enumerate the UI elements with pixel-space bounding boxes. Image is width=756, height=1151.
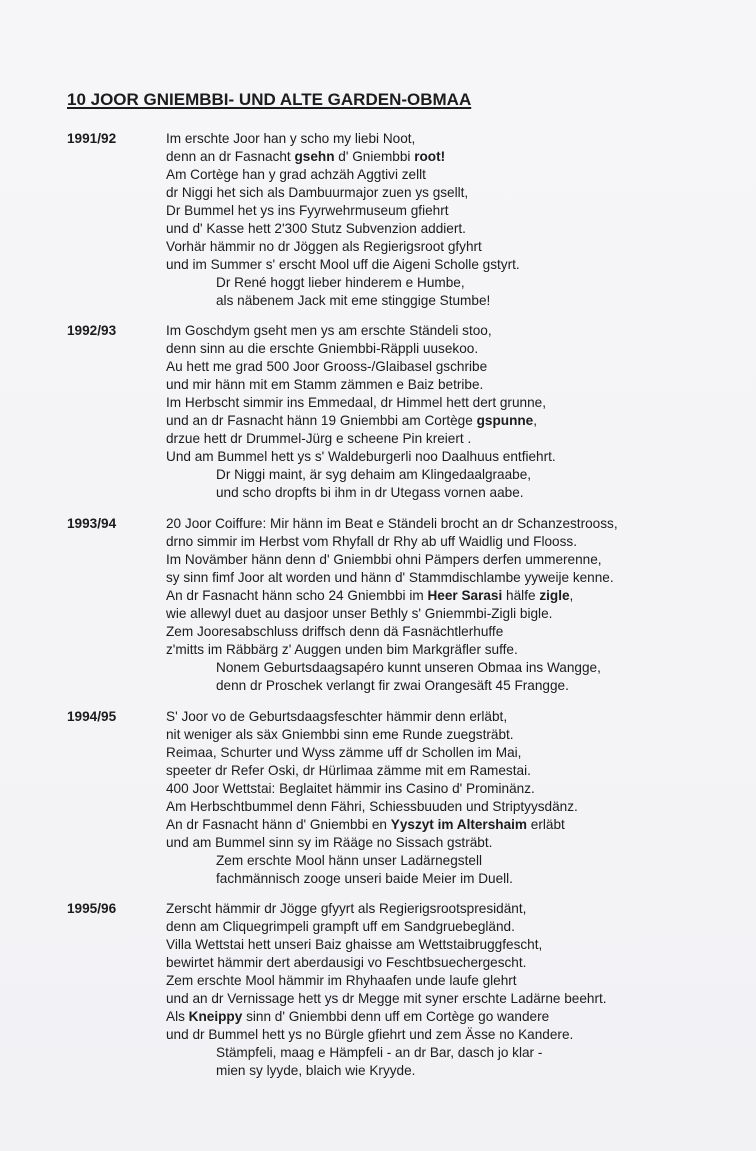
section-verse	[166, 130, 751, 310]
verse-line	[166, 394, 751, 412]
verse-line	[166, 340, 751, 358]
verse-line	[166, 376, 751, 394]
text-run: und dr Bummel hett ys no Bürgle gfiehrt und zem Ässe no Kandere.	[166, 1027, 574, 1042]
verse-line	[166, 816, 751, 834]
section-year: 1993/94	[67, 516, 117, 531]
verse-line	[166, 708, 751, 726]
verse-line	[166, 256, 751, 274]
text-run: ,	[569, 588, 574, 603]
text-run: denn am Cliquegrimpeli grampft uff em Sandgruebegländ.	[166, 919, 515, 934]
text-run: Au hett me grad 500 Joor Grooss-/Glaibasel gschribe	[166, 359, 488, 374]
text-run: Im Novämber hänn denn d' Gniembbi ohni Pämpers derfen ummerenne,	[166, 552, 602, 567]
text-run: denn an dr Fasnacht	[166, 149, 295, 164]
text-run: als näbenem Jack mit eme stinggige Stumbe!	[216, 293, 491, 308]
text-run: Dr Niggi maint, är syg dehaim am Klingedaalgraabe,	[216, 467, 532, 482]
text-run: Am Herbschtbummel denn Fähri, Schiessbuuden und Striptyysdänz.	[166, 799, 578, 814]
verse-line	[166, 533, 751, 551]
verse-line	[166, 726, 751, 744]
section-year: 1991/92	[67, 131, 117, 146]
text-run: und d' Kasse hett 2'300 Stutz Subvenzion addiert.	[166, 221, 466, 236]
text-run: und mir hänn mit em Stamm zämmen e Baiz betribe.	[166, 377, 484, 392]
section-year: 1995/96	[67, 901, 117, 916]
verse-line	[166, 551, 751, 569]
verse-line	[166, 852, 751, 870]
verse-line	[166, 238, 751, 256]
text-run: An dr Fasnacht hänn d' Gniembbi en	[166, 817, 391, 832]
bold-phrase: Kneippy	[188, 1009, 243, 1024]
bold-phrase: zigle	[539, 588, 570, 603]
text-run: nit weniger als säx Gniembbi sinn eme Runde zuegsträbt.	[166, 727, 514, 742]
verse-line	[166, 184, 751, 202]
text-run: Als	[166, 1009, 189, 1024]
text-run: erläbt	[527, 817, 565, 832]
verse-line	[166, 605, 751, 623]
verse-line	[166, 744, 751, 762]
bold-phrase: root!	[414, 149, 446, 164]
text-run: sy sinn fimf Joor alt worden und hänn d' Stammdischlambe yyweije kenne.	[166, 570, 614, 585]
verse-line	[166, 515, 751, 533]
text-run: Villa Wettstai hett unseri Baiz ghaisse am Wettstaibruggfescht,	[166, 937, 543, 952]
verse-line	[166, 1008, 751, 1026]
text-run: 400 Joor Wettstai: Beglaitet hämmir ins Casino d' Prominänz.	[166, 781, 535, 796]
text-run: d' Gniembbi	[334, 149, 415, 164]
verse-line	[166, 677, 751, 695]
text-run: Und am Bummel hett ys s' Waldeburgerli noo Daalhuus entfiehrt.	[166, 449, 556, 464]
verse-line	[166, 412, 751, 430]
text-run: An dr Fasnacht hänn scho 24 Gniembbi im	[166, 588, 428, 603]
verse-line	[166, 870, 751, 888]
text-run: ,	[533, 413, 538, 428]
verse-line	[166, 623, 751, 641]
verse-line	[166, 780, 751, 798]
text-run: 20 Joor Coiffure: Mir hänn im Beat e Ständeli brocht an dr Schanzestrooss,	[166, 516, 618, 531]
text-run: denn sinn au die erschte Gniembbi-Räppli uusekoo.	[166, 341, 479, 356]
text-run: Dr Bummel het ys ins Fyyrwehrmuseum gfiehrt	[166, 203, 449, 218]
text-run: und am Bummel sinn sy im Rääge no Sissach gsträbt.	[166, 835, 493, 850]
document-title: 10 JOOR GNIEMBBI- UND ALTE GARDEN-OBMAA	[67, 90, 472, 109]
verse-line	[166, 1044, 751, 1062]
verse-line	[166, 292, 751, 310]
verse-line	[166, 448, 751, 466]
text-run: Vorhär hämmir no dr Jöggen als Regierigsroot gfyhrt	[166, 239, 482, 254]
text-run: Reimaa, Schurter und Wyss zämme uff dr Schollen im Mai,	[166, 745, 522, 760]
verse-line	[166, 466, 751, 484]
verse-line	[166, 972, 751, 990]
section-verse	[166, 322, 751, 502]
verse-line	[166, 762, 751, 780]
text-run: Stämpfeli, maag e Hämpfeli - an dr Bar, dasch jo klar -	[216, 1045, 543, 1060]
text-run: Im Herbscht simmir ins Emmedaal, dr Himmel hett dert grunne,	[166, 395, 546, 410]
text-run: Im erschte Joor han y scho my liebi Noot,	[166, 131, 416, 146]
verse-line	[166, 798, 751, 816]
text-run: Dr René hoggt lieber hinderem e Humbe,	[216, 275, 465, 290]
section-verse	[166, 708, 751, 888]
text-run: bewirtet hämmir dert aberdausigi vo Feschtbsuechergescht.	[166, 955, 527, 970]
verse-line	[166, 148, 751, 166]
verse-line	[166, 641, 751, 659]
verse-line	[166, 569, 751, 587]
section-year: 1992/93	[67, 323, 117, 338]
bold-phrase: Yyszyt im Altershaim	[390, 817, 528, 832]
text-run: dr Niggi het sich als Dambuurmajor zuen ys gsellt,	[166, 185, 469, 200]
text-run: hälfe	[502, 588, 540, 603]
verse-line	[166, 1062, 751, 1080]
text-run: und scho dropfts bi ihm in dr Utegass vornen aabe.	[216, 485, 524, 500]
verse-line	[166, 220, 751, 238]
text-run: drzue hett dr Drummel-Jürg e scheene Pin kreiert .	[166, 431, 472, 446]
verse-line	[166, 130, 751, 148]
text-run: und an dr Fasnacht hänn 19 Gniembbi am Cortège	[166, 413, 477, 428]
bold-phrase: Heer Sarasi	[427, 588, 503, 603]
bold-phrase: gsehn	[294, 149, 335, 164]
verse-line	[166, 202, 751, 220]
text-run: und im Summer s' erscht Mool uff die Aigeni Scholle gstyrt.	[166, 257, 520, 272]
verse-line	[166, 166, 751, 184]
section-verse	[166, 515, 751, 695]
text-run: z'mitts im Räbbärg z' Auggen unden bim Markgräfler suffe.	[166, 642, 518, 657]
text-run: sinn d' Gniembbi denn uff em Cortège go wandere	[242, 1009, 550, 1024]
verse-line	[166, 358, 751, 376]
verse-line	[166, 1026, 751, 1044]
text-run: Zerscht hämmir dr Jögge gfyyrt als Regierigsrootspresidänt,	[166, 901, 527, 916]
verse-line	[166, 587, 751, 605]
text-run: Im Goschdym gseht men ys am erschte Ständeli stoo,	[166, 323, 492, 338]
text-run: Am Cortège han y grad achzäh Aggtivi zellt	[166, 167, 426, 182]
text-run: Zem Jooresabschluss driffsch denn dä Fasnächtlerhuffe	[166, 624, 504, 639]
verse-line	[166, 936, 751, 954]
verse-line	[166, 990, 751, 1008]
verse-line	[166, 659, 751, 677]
text-run: drno simmir im Herbst vom Rhyfall dr Rhy ab uff Waidlig und Flooss.	[166, 534, 577, 549]
text-run: fachmännisch zooge unseri baide Meier im Duell.	[216, 871, 513, 886]
text-run: denn dr Proschek verlangt fir zwai Orangesäft 45 Frangge.	[216, 678, 569, 693]
section-verse	[166, 900, 751, 1080]
verse-line	[166, 430, 751, 448]
verse-line	[166, 954, 751, 972]
text-run: Zem erschte Mool hämmir im Rhyhaafen unde laufe glehrt	[166, 973, 517, 988]
verse-line	[166, 484, 751, 502]
text-run: mien sy lyyde, blaich wie Kryyde.	[216, 1063, 416, 1078]
text-run: und an dr Vernissage hett ys dr Megge mit syner erschte Ladärne beehrt.	[166, 991, 607, 1006]
text-run: speeter dr Refer Oski, dr Hürlimaa zämme mit em Ramestai.	[166, 763, 531, 778]
section-year: 1994/95	[67, 709, 117, 724]
verse-line	[166, 274, 751, 292]
text-run: S' Joor vo de Geburtsdaagsfeschter hämmir denn erläbt,	[166, 709, 508, 724]
bold-phrase: gspunne	[476, 413, 534, 428]
text-run: Zem erschte Mool hänn unser Ladärnegstell	[216, 853, 482, 868]
text-run: Nonem Geburtsdaagsapéro kunnt unseren Obmaa ins Wangge,	[216, 660, 601, 675]
verse-line	[166, 834, 751, 852]
verse-line	[166, 322, 751, 340]
verse-line	[166, 918, 751, 936]
text-run: wie allewyl duet au dasjoor unser Bethly s' Gniemmbi-Zigli bigle.	[166, 606, 553, 621]
verse-line	[166, 900, 751, 918]
